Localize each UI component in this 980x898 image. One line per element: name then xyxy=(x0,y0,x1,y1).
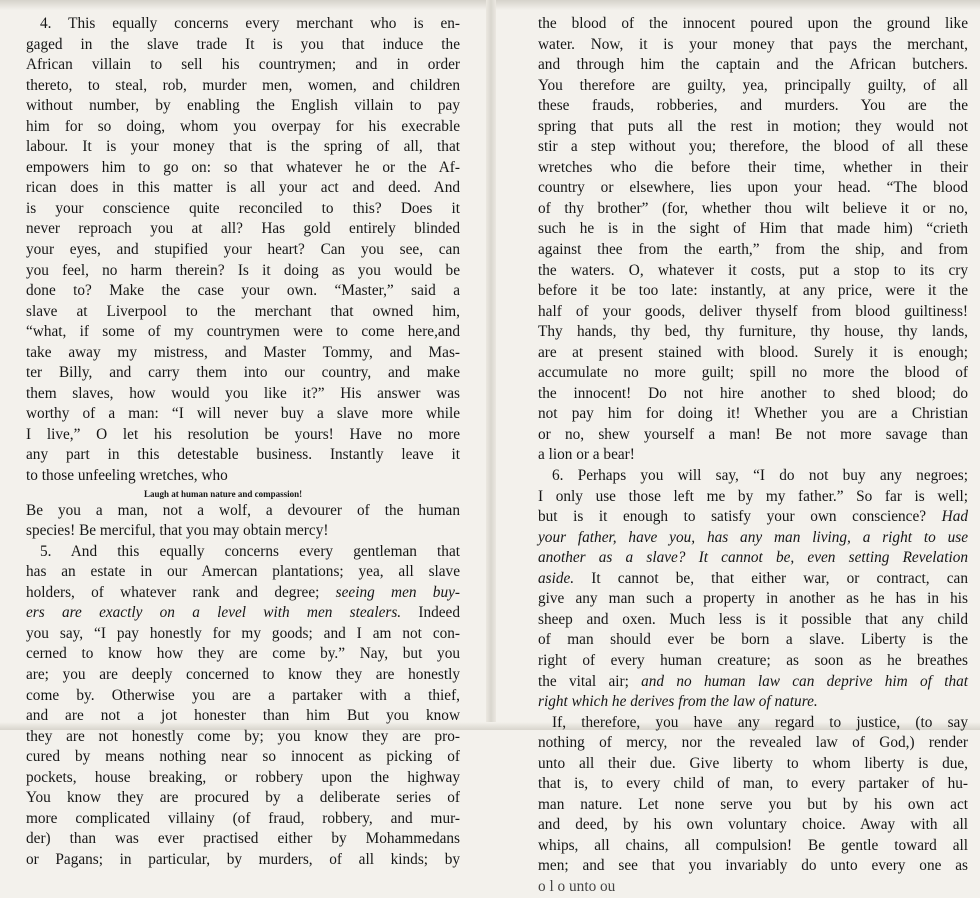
left_page-line: gaged in the slave trade It is you that induce the xyxy=(26,35,460,53)
right_page-line: and through him the captain and the African butchers. xyxy=(538,56,968,74)
right_page-line: You therefore are guilty, yea, principally guilty, of all xyxy=(538,76,968,94)
right_page-line: I only use those left me by my father.” So far is well; xyxy=(538,487,968,505)
left_page-line: them slaves, how would you like it?” His answer was xyxy=(26,384,460,402)
right_page-line: the innocent! Do not hire another to shed blood; do xyxy=(538,384,968,402)
right_page-line: 6. Perhaps you will say, “I do not buy any negroes; xyxy=(552,467,968,485)
left_page-line: holders, of whatever rank and degree; seeing men buy- xyxy=(26,583,460,601)
right_page-line: right of every human creature; as soon as he breathes xyxy=(538,651,968,669)
left_page-line: labour. It is your money that is the spring of all, that xyxy=(26,138,460,156)
left_page-line: without number, by enabling the English villain to pay xyxy=(26,97,460,115)
left_page-line: species! Be merciful, that you may obtain mercy! xyxy=(26,522,329,540)
left_page-line: your eyes, and stupified your heart? Can you see, can xyxy=(26,241,460,259)
left-page-text xyxy=(26,14,460,870)
left_page-line: I live,” O let his resolution be yours! Have no more xyxy=(26,425,460,443)
right_page-line: stir a step without you; therefore, the blood of all these xyxy=(538,138,968,156)
left_page-line: is your conscience quite reconciled to this? Does it xyxy=(26,199,460,217)
left_page-line: cured by means nothing near so innocent as picking of xyxy=(26,748,460,766)
left_page-line: are; you are deeply concerned to know they are honestly xyxy=(26,665,460,683)
left_page-line: ter Billy, and carry them into our country, and make xyxy=(26,364,460,382)
right_page-line: the blood of the innocent poured upon the ground like xyxy=(538,15,968,32)
left_page-line: slave at Liverpool to the merchant that owned him, xyxy=(26,302,460,320)
right_page-line: and deed, by his own voluntary choice. Away with all xyxy=(538,816,968,834)
left_page-line: “what, if some of my countrymen were to come here,and xyxy=(26,323,460,341)
right_page-line: the waters. O, whatever it costs, put a stop to its cry xyxy=(538,261,968,279)
right_page-line: o l o unto ou xyxy=(538,877,616,895)
left_page-line: pockets, house breaking, or robbery upon the highway xyxy=(26,768,460,786)
right_page-line: whips, all chains, all compulsion! Be gentle toward all xyxy=(538,836,968,854)
right_page-line: water. Now, it is your money that pays the merchant, xyxy=(538,35,968,53)
right_page-line: half of your goods, deliver thyself from blood guiltiness! xyxy=(538,302,968,320)
left_page-line: 5. And this equally concerns every gentleman that xyxy=(40,542,460,560)
right_page-line: not pay him for doing it! Whether you are a Christian xyxy=(538,405,968,423)
right_page-line: the vital air; and no human law can deprive him of that xyxy=(538,672,968,690)
left_page-line: they are not honestly come by; you know they are pro- xyxy=(26,727,460,745)
right_page-line: a lion or a bear! xyxy=(538,446,635,464)
book-gutter xyxy=(486,0,496,730)
left_page-line: take away my mistress, and Master Tommy, and Mas- xyxy=(26,343,460,361)
right_page-line: before it be too late: instantly, at any price, were it the xyxy=(538,282,968,300)
left_page-line: any part in this detestable business. Instantly leave it xyxy=(26,446,460,464)
left_page-line: or Pagans; in particular, by murders, of all kinds; by xyxy=(26,850,460,868)
right_page-line: If, therefore, you have any regard to justice, (to say xyxy=(552,713,968,731)
left_page-line: you say, “I pay honestly for my goods; and I am not con- xyxy=(26,624,460,642)
right_page-line: such he is in the sight of Him that made him) “crieth xyxy=(538,220,968,238)
right_page-line: aside. It cannot be, that either war, or contract, can xyxy=(538,569,968,587)
left_page-line: more complicated villainy (of fraud, robbery, and mur- xyxy=(26,809,460,827)
right_page-line: of man should ever be born a slave. Liberty is the xyxy=(538,631,968,649)
right_page-line: another as a slave? It cannot be, even setting Revelation xyxy=(538,549,968,567)
right_page-line: against thee from the earth,” from the ship, and from xyxy=(538,241,968,259)
left_page-line: empowers him to go on: so that whatever he or the Af- xyxy=(26,158,460,176)
left_page-line: done to? Make the case your own. “Master,” said a xyxy=(26,282,460,300)
left_page-line: 4. This equally concerns every merchant who is en- xyxy=(40,15,460,32)
right_page-line: but is it enough to satisfy your own conscience? Had xyxy=(538,508,968,526)
left_page-line: cerned to know how they are come by.” Nay, but you xyxy=(26,645,460,663)
left_page-line: African villain to sell his countrymen; and in order xyxy=(26,56,460,74)
right_page-line: or no, shew yourself a man! Be not more savage than xyxy=(538,425,968,443)
right_page-line: wretches who die before their time, whether in their xyxy=(538,158,968,176)
right_page-line: accumulate no more guilt; spill no more the blood of xyxy=(538,364,968,382)
right_page-line: men; and see that you invariably do unto every one as xyxy=(538,857,968,875)
right_page-line: sheep and oxen. Much less is it possible that any child xyxy=(538,610,968,628)
right_page-line: Thy hands, thy bed, thy furniture, thy house, thy lands, xyxy=(538,323,968,341)
left_page-line: rican does in this matter is all your act and deed. And xyxy=(26,179,460,197)
left_page-line: Be you a man, not a wolf, a devourer of the human xyxy=(26,501,460,519)
left_page-line: has an estate in our Amercan plantations; yea, all slave xyxy=(26,563,460,581)
right_page-line: give any man such a property in another as he has in his xyxy=(538,590,968,608)
right_page-line: right which he derives from the law of nature. xyxy=(538,693,818,711)
left_page-line: you feel, no harm therein? Is it doing as you would be xyxy=(26,261,460,279)
right_page-line: man nature. Let none serve you but by his own act xyxy=(538,795,968,813)
left_page-line: never reproach you at all? Has gold entirely blinded xyxy=(26,220,460,238)
right_page-line: country or elsewhere, lies upon your head. “The blood xyxy=(538,179,968,197)
right_page-line: these frauds, robberies, and murders. You are the xyxy=(538,97,968,115)
left_page-line: thereto, to steal, rob, murder men, women, and children xyxy=(26,76,460,94)
left_page-line: him for so doing, whom you overpay for his execrable xyxy=(26,117,460,135)
right_page-line: of thy brother” (for, whether thou wilt believe it or no, xyxy=(538,199,968,217)
left_page-line: der) than was ever practised either by Mohammedans xyxy=(26,830,460,848)
left_page-line: to those unfeeling wretches, who xyxy=(26,467,228,485)
left_page-line: Laugh at human nature and compassion! xyxy=(144,488,303,499)
left_page-line: and are not a jot honester than him But you know xyxy=(26,707,460,725)
left_page-line: worthy of a man: “I will never buy a slave more while xyxy=(26,405,460,423)
right_page-line: spring that puts all the rest in motion; they would not xyxy=(538,117,968,135)
left_page-line: You know they are procured by a deliberate series of xyxy=(26,789,460,807)
right_page-line: that is, to every child of man, to every partaker of hu- xyxy=(538,775,968,793)
right_page-line: are at present stained with blood. Surely it is enough; xyxy=(538,343,968,361)
left_page-line: come by. Otherwise you are a partaker with a thief, xyxy=(26,686,460,704)
right-page-text xyxy=(538,14,968,898)
left_page-line: ers are exactly on a level with men stealers. Indeed xyxy=(26,604,460,622)
right_page-line: your father, have you, has any man living, a right to use xyxy=(538,528,968,546)
right_page-line: nothing of mercy, nor the revealed law of God,) render xyxy=(538,734,968,752)
right_page-line: unto all their due. Give liberty to whom liberty is due, xyxy=(538,754,968,772)
